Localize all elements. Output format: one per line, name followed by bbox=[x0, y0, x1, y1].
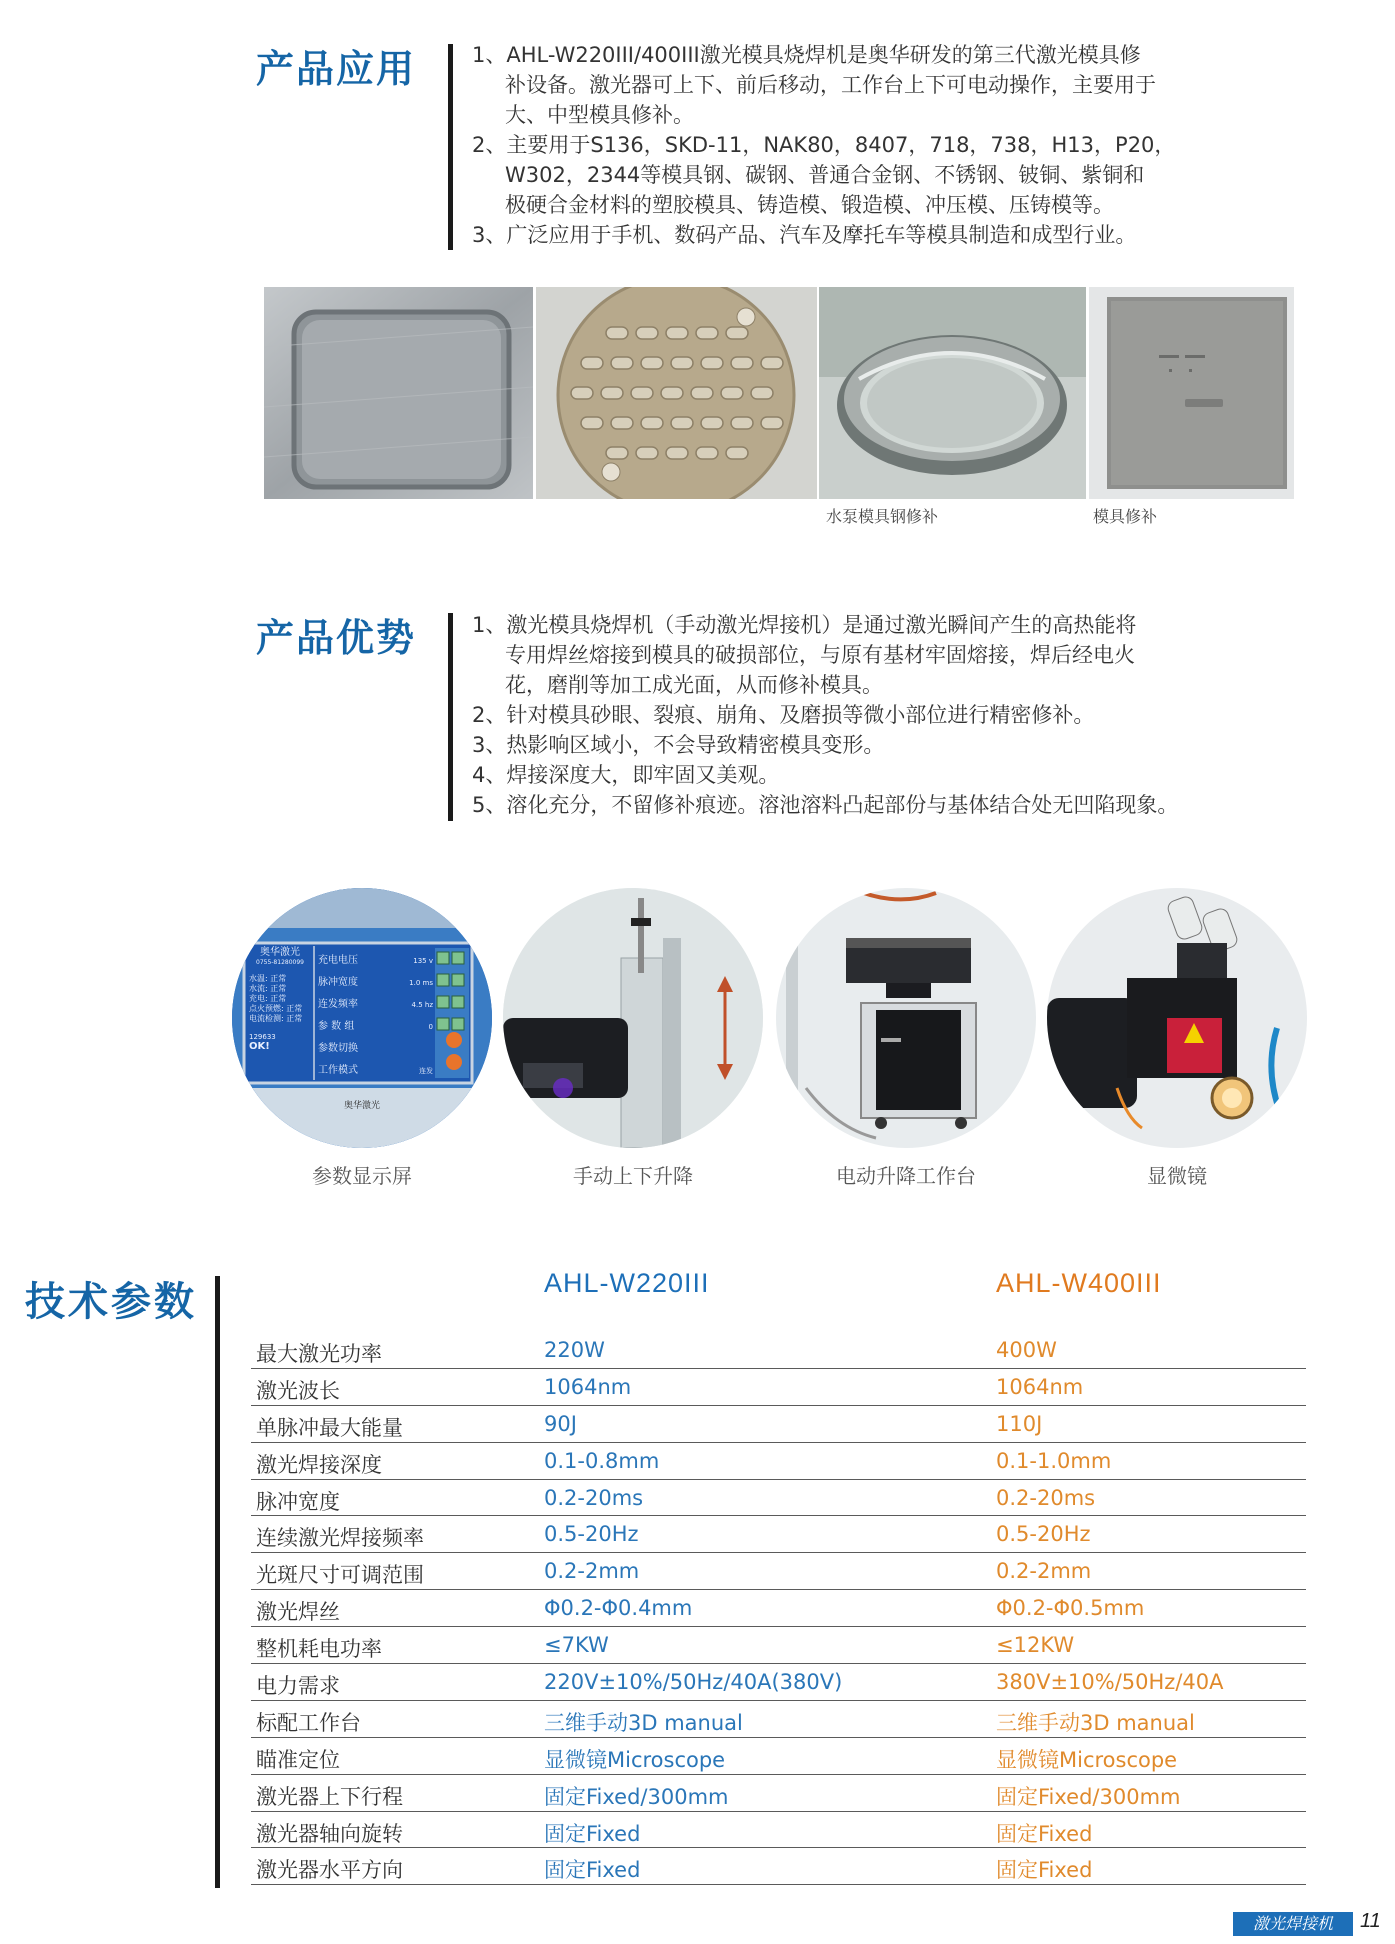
spec-value-b: 0.1-1.0mm bbox=[996, 1448, 1112, 1473]
spec-row bbox=[251, 1406, 1306, 1443]
photo-caption-pump-mold: 水泵模具钢修补 bbox=[826, 507, 939, 526]
param-value: 135 v bbox=[413, 957, 433, 965]
advantages-line: 2、针对模具砂眼、裂痕、崩角、及磨损等微小部位进行精密修补。 bbox=[472, 703, 1095, 727]
application-line: 2、主要用于S136，SKD-11，NAK80，8407，718，738，H13，P20， bbox=[472, 133, 1176, 157]
panel-param-row bbox=[318, 950, 433, 972]
spec-label: 标配工作台 bbox=[256, 1710, 361, 1735]
spec-row bbox=[251, 1480, 1306, 1517]
spec-value-a: 220W bbox=[544, 1338, 605, 1362]
application-line: 大、中型模具修补。 bbox=[505, 103, 694, 127]
spec-value-a: ≤7KW bbox=[544, 1633, 609, 1658]
advantages-line: 3、热影响区域小，不会导致精密模具变形。 bbox=[472, 733, 885, 757]
advantages-title: 产品优势 bbox=[256, 616, 417, 660]
status-value: 正常 bbox=[270, 974, 287, 983]
status-key: 水温: bbox=[249, 974, 268, 983]
mold-repair-photo-1 bbox=[264, 287, 533, 499]
panel-status-row bbox=[249, 1004, 311, 1014]
spec-value-b: 1064nm bbox=[996, 1374, 1084, 1399]
panel-count: 129633 bbox=[249, 1033, 276, 1041]
panel-param-row bbox=[318, 1016, 433, 1038]
status-key: 水流: bbox=[249, 984, 268, 993]
panel-param-row bbox=[318, 972, 433, 994]
panel-param-row bbox=[318, 994, 433, 1016]
param-key: 连发频率 bbox=[318, 999, 358, 1010]
panel-param-row bbox=[318, 1060, 433, 1082]
spec-label: 单脉冲最大能量 bbox=[256, 1415, 403, 1440]
spec-value-a: 固定Fixed bbox=[544, 1858, 641, 1883]
spec-value-a: 1064nm bbox=[544, 1374, 632, 1399]
spec-row bbox=[251, 1553, 1306, 1590]
spec-value-b: ≤12KW bbox=[996, 1633, 1075, 1658]
spec-value-b: 110J bbox=[996, 1411, 1043, 1436]
panel-brand: 奥华激光 bbox=[260, 947, 300, 958]
status-value: 正常 bbox=[286, 1014, 303, 1023]
param-value: 0 bbox=[428, 1023, 433, 1031]
spec-row bbox=[251, 1443, 1306, 1480]
application-title: 产品应用 bbox=[256, 47, 417, 91]
photo-caption-mold-repair: 模具修补 bbox=[1093, 507, 1158, 526]
specs-divider bbox=[215, 1276, 220, 1888]
param-value: 4.5 hz bbox=[411, 1001, 433, 1009]
advantages-line: 5、溶化充分，不留修补痕迹。溶池溶料凸起部份与基体结合处无凹陷现象。 bbox=[472, 793, 1179, 817]
spec-value-a: 0.2-2mm bbox=[544, 1559, 640, 1584]
param-value: 1.0 ms bbox=[409, 979, 433, 987]
spec-label: 连续激光焊接频率 bbox=[256, 1526, 424, 1551]
spec-row bbox=[251, 1812, 1306, 1849]
spec-row bbox=[251, 1627, 1306, 1664]
mold-repair-photo-4 bbox=[1089, 287, 1294, 499]
spec-label: 瞄准定位 bbox=[256, 1747, 340, 1772]
feature-caption-microscope: 显微镜 bbox=[1147, 1164, 1207, 1188]
spec-value-a: Φ0.2-Φ0.4mm bbox=[544, 1596, 693, 1621]
spec-row bbox=[251, 1590, 1306, 1627]
advantages-text bbox=[472, 610, 1178, 820]
panel-footer-brand: 奥华激光 bbox=[343, 1101, 380, 1111]
spec-value-a: 0.1-0.8mm bbox=[544, 1448, 660, 1473]
spec-row bbox=[251, 1775, 1306, 1812]
spec-row bbox=[251, 1701, 1306, 1738]
advantages-divider bbox=[448, 613, 453, 821]
specs-title: 技术参数 bbox=[25, 1279, 197, 1325]
advantages-line: 1、激光模具烧焊机（手动激光焊接机）是通过激光瞬间产生的高热能将 bbox=[472, 613, 1137, 637]
param-key: 参 数 组 bbox=[318, 1021, 355, 1032]
spec-value-b: 0.2-20ms bbox=[996, 1485, 1096, 1510]
panel-phone: 0755-81280099 bbox=[256, 959, 304, 966]
status-value: 正常 bbox=[270, 994, 287, 1003]
panel-left bbox=[249, 948, 311, 1052]
spec-value-b: 380V±10%/50Hz/40A bbox=[996, 1670, 1224, 1695]
spec-row bbox=[251, 1738, 1306, 1775]
footer-section-tag: 激光焊接机 bbox=[1233, 1912, 1353, 1936]
spec-label: 激光焊接深度 bbox=[256, 1452, 382, 1477]
spec-label: 脉冲宽度 bbox=[256, 1489, 340, 1514]
spec-value-a: 固定Fixed bbox=[544, 1821, 641, 1846]
parameter-display-photo bbox=[232, 888, 492, 1148]
spec-value-a: 220V±10%/50Hz/40A(380V) bbox=[544, 1670, 843, 1695]
panel-status-row bbox=[249, 1014, 311, 1024]
param-key: 充电电压 bbox=[318, 955, 358, 966]
advantages-line: 花，磨削等加工成光面，从而修补模具。 bbox=[505, 673, 883, 697]
spec-value-b: 0.2-2mm bbox=[996, 1559, 1092, 1584]
spec-value-b: 固定Fixed bbox=[996, 1858, 1093, 1883]
manual-lift-photo bbox=[503, 888, 763, 1148]
spec-row bbox=[251, 1664, 1306, 1701]
spec-value-b: 固定Fixed/300mm bbox=[996, 1784, 1181, 1809]
spec-label: 光斑尺寸可调范围 bbox=[256, 1563, 424, 1588]
spec-value-a: 0.5-20Hz bbox=[544, 1522, 639, 1547]
spec-value-a: 0.2-20ms bbox=[544, 1485, 644, 1510]
panel-right bbox=[318, 950, 433, 1082]
feature-caption-electric-table: 电动升降工作台 bbox=[836, 1164, 976, 1188]
advantages-line: 4、焊接深度大，即牢固又美观。 bbox=[472, 763, 780, 787]
spec-value-a: 固定Fixed/300mm bbox=[544, 1784, 729, 1809]
param-value: 连发 bbox=[419, 1067, 433, 1075]
application-line: 极硬合金材料的塑胶模具、铸造模、锻造模、冲压模、压铸模等。 bbox=[505, 193, 1114, 217]
panel-status-row bbox=[249, 984, 311, 994]
spec-label: 电力需求 bbox=[256, 1674, 340, 1699]
spec-row bbox=[251, 1848, 1306, 1885]
spec-row bbox=[251, 1516, 1306, 1553]
spec-label: 激光器上下行程 bbox=[256, 1784, 403, 1809]
model-b-header: AHL-W400III bbox=[996, 1268, 1162, 1298]
spec-value-b: Φ0.2-Φ0.5mm bbox=[996, 1596, 1145, 1621]
application-line: 3、广泛应用于手机、数码产品、汽车及摩托车等模具制造和成型行业。 bbox=[472, 223, 1137, 247]
status-key: 充电: bbox=[249, 994, 268, 1003]
spec-label: 整机耗电功率 bbox=[256, 1637, 382, 1662]
feature-caption-manual-lift: 手动上下升降 bbox=[573, 1164, 693, 1188]
spec-value-b: 固定Fixed bbox=[996, 1821, 1093, 1846]
application-text bbox=[472, 40, 1175, 250]
param-key: 脉冲宽度 bbox=[318, 977, 358, 988]
advantages-line: 专用焊丝熔接到模具的破损部位，与原有基材牢固熔接，焊后经电火 bbox=[505, 643, 1135, 667]
status-value: 正常 bbox=[286, 1004, 303, 1013]
spec-value-b: 0.5-20Hz bbox=[996, 1522, 1091, 1547]
param-key: 工作模式 bbox=[318, 1065, 358, 1076]
spec-label: 激光器轴向旋转 bbox=[256, 1821, 403, 1846]
spec-value-a: 90J bbox=[544, 1411, 577, 1436]
feature-caption-display: 参数显示屏 bbox=[312, 1164, 412, 1188]
application-line: 补设备。激光器可上下、前后移动，工作台上下可电动操作，主要用于 bbox=[505, 73, 1156, 97]
spec-label: 激光器水平方向 bbox=[256, 1858, 403, 1883]
spec-value-b: 显微镜Microscope bbox=[996, 1747, 1178, 1772]
status-key: 点火预燃: bbox=[249, 1004, 284, 1013]
spec-label: 激光波长 bbox=[256, 1378, 340, 1403]
status-key: 电流检测: bbox=[249, 1014, 284, 1023]
model-a-header: AHL-W220III bbox=[544, 1268, 710, 1298]
status-value: 正常 bbox=[270, 984, 287, 993]
application-divider bbox=[448, 44, 453, 250]
microscope-photo bbox=[1047, 888, 1307, 1148]
spec-label: 最大激光功率 bbox=[256, 1342, 382, 1366]
electric-lift-table-photo bbox=[776, 888, 1036, 1148]
spec-value-a: 三维手动3D manual bbox=[544, 1710, 743, 1735]
spec-value-b: 三维手动3D manual bbox=[996, 1710, 1195, 1735]
panel-status-row bbox=[249, 974, 311, 984]
spec-label: 激光焊丝 bbox=[256, 1600, 340, 1625]
panel-status-row bbox=[249, 994, 311, 1004]
spec-table bbox=[251, 1332, 1306, 1885]
panel-ok: OK! bbox=[249, 1041, 270, 1052]
spec-value-b: 400W bbox=[996, 1338, 1057, 1362]
mold-repair-photo-2 bbox=[536, 287, 817, 499]
param-key: 参数切换 bbox=[318, 1043, 358, 1054]
application-line: W302，2344等模具钢、碳钢、普通合金钢、不锈钢、铍铜、紫铜和 bbox=[505, 163, 1145, 187]
application-line: 1、AHL-W220III/400III激光模具烧焊机是奥华研发的第三代激光模具修 bbox=[472, 43, 1141, 67]
page-number: 11 bbox=[1360, 1910, 1381, 1932]
spec-row bbox=[251, 1369, 1306, 1406]
spec-row bbox=[251, 1332, 1306, 1369]
spec-value-a: 显微镜Microscope bbox=[544, 1747, 726, 1772]
panel-param-row bbox=[318, 1038, 433, 1060]
mold-repair-photo-3 bbox=[819, 287, 1086, 499]
